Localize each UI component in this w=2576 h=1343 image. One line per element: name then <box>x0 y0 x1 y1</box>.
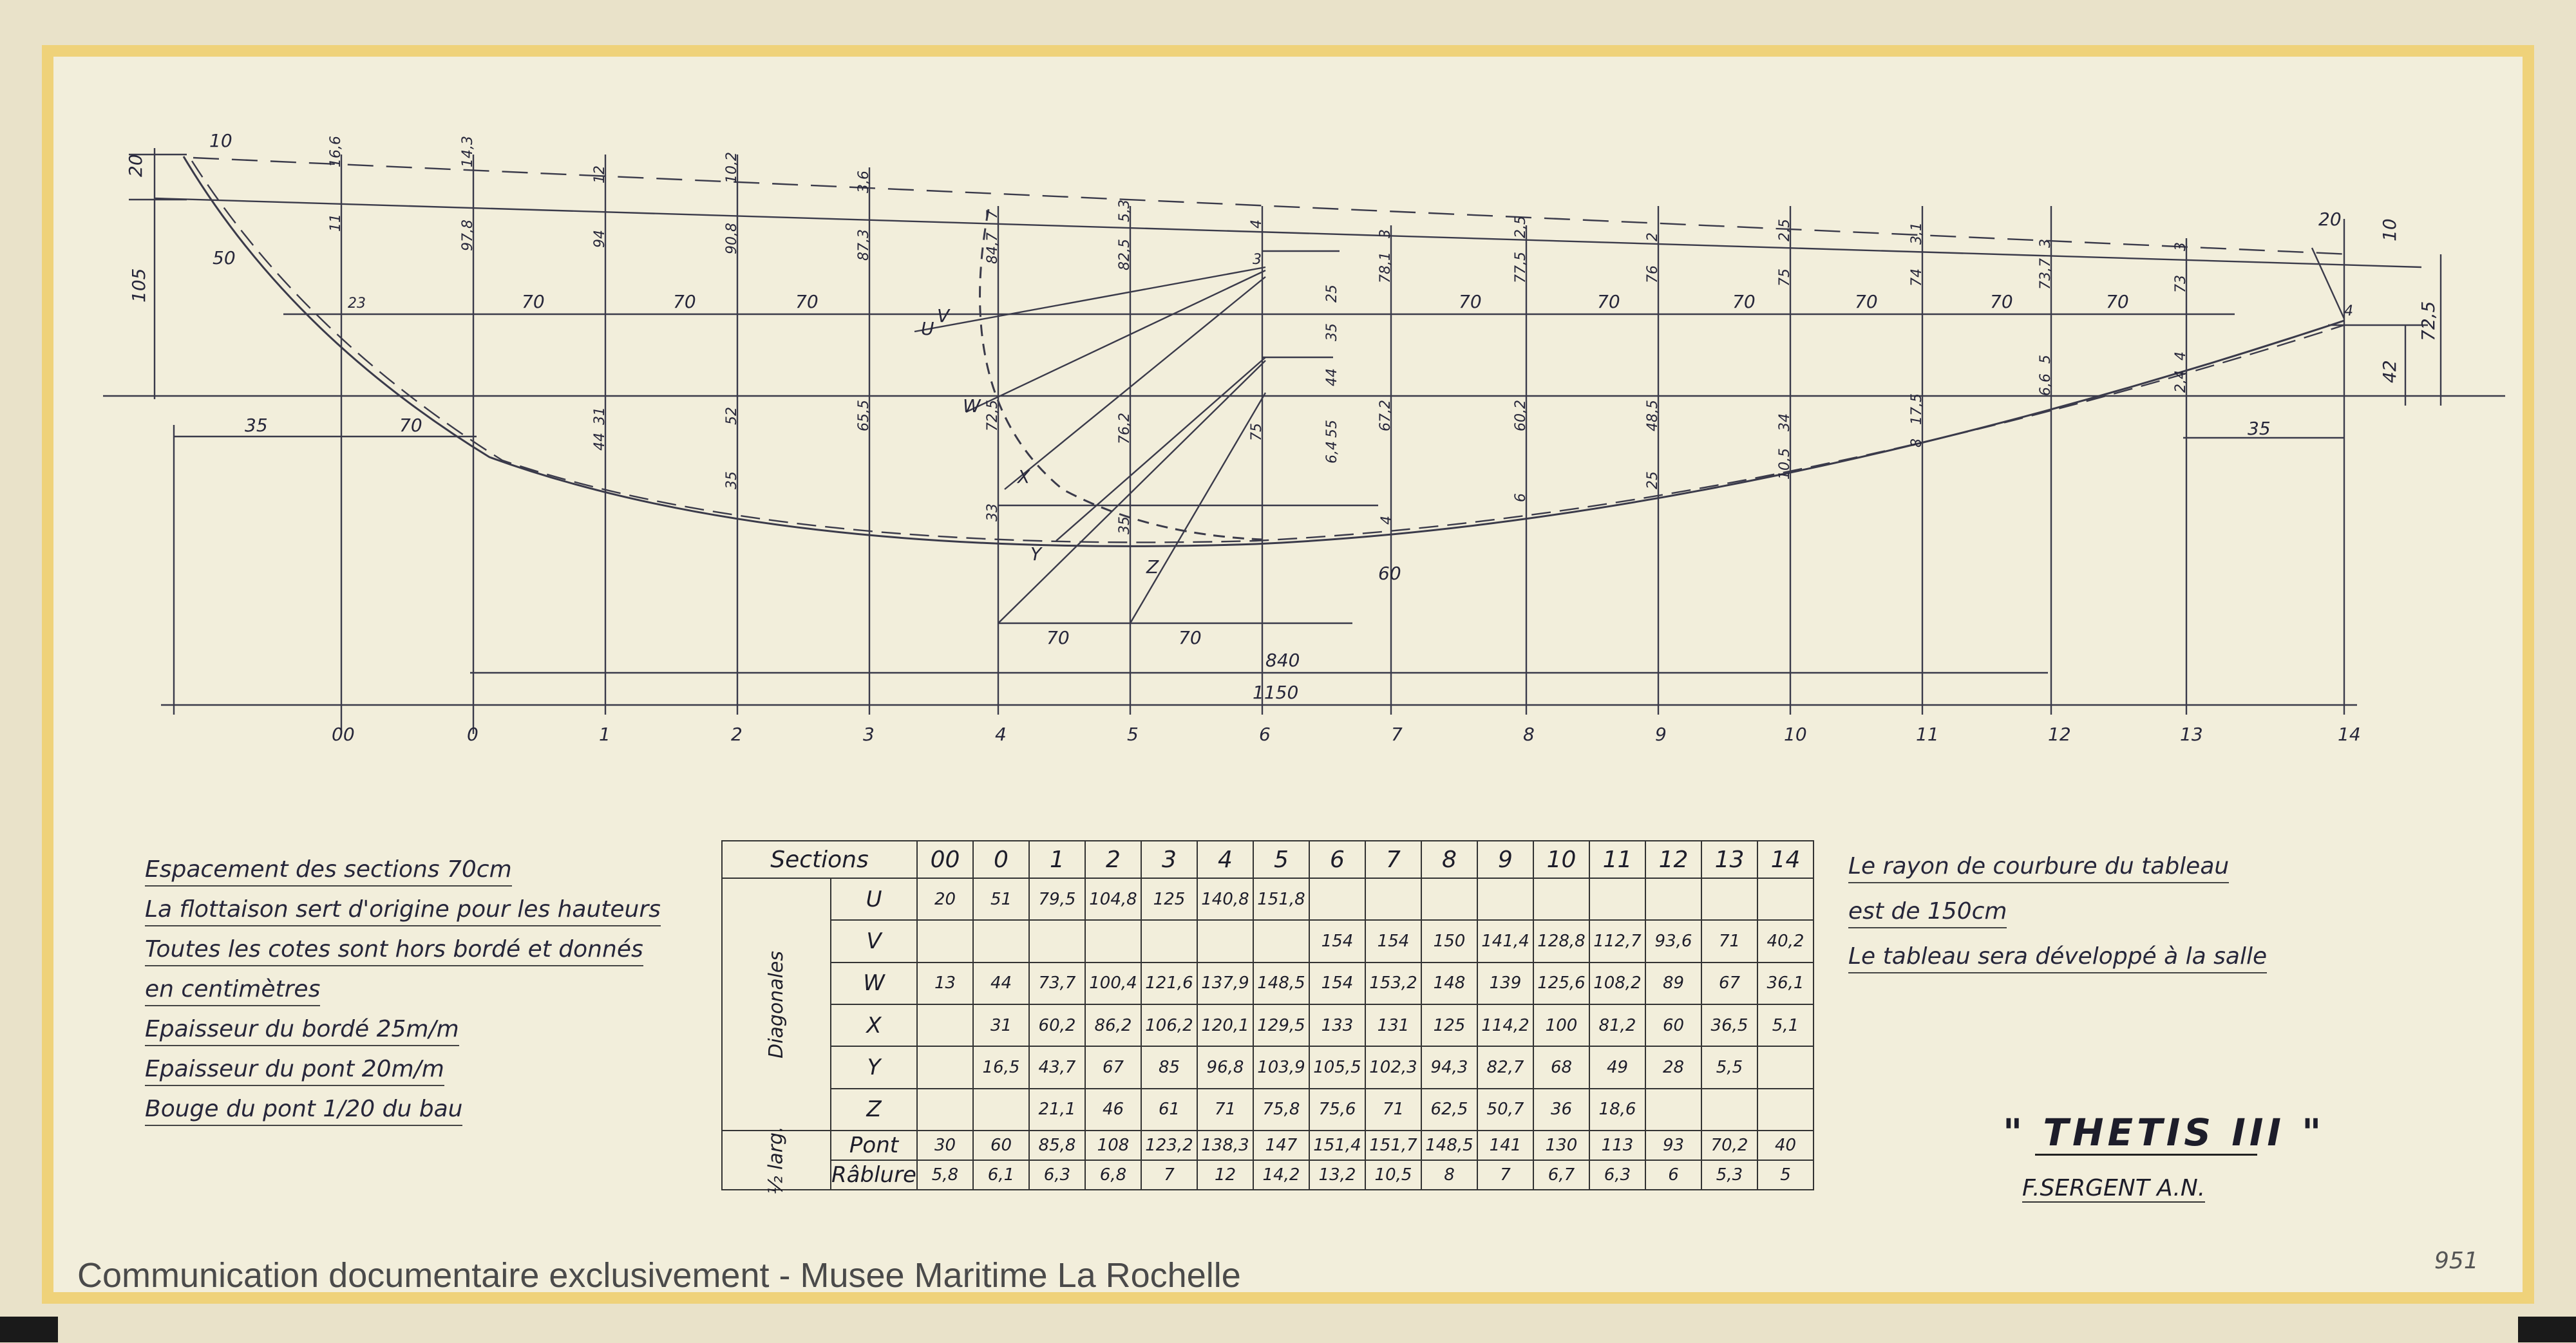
section-column: 10 <box>1533 841 1589 878</box>
offset-label: 12 <box>592 165 608 183</box>
diagonal-label-y: Y <box>1030 543 1042 565</box>
table-cell: 36,1 <box>1757 963 1814 1004</box>
table-cell <box>917 1046 973 1088</box>
table-cell: 6 <box>1645 1160 1701 1190</box>
author-signature: F.SERGENT A.N. <box>2022 1175 2206 1201</box>
offset-label: 87,3 <box>856 229 872 261</box>
table-cell: 44 <box>973 963 1029 1004</box>
table-cell: 148,5 <box>1421 1131 1477 1160</box>
table-cell: 70,2 <box>1701 1131 1757 1160</box>
section-column: 5 <box>1253 841 1309 878</box>
table-cell: 21,1 <box>1029 1089 1085 1131</box>
table-cell: 14,2 <box>1253 1160 1309 1190</box>
table-cell: 141,4 <box>1477 920 1533 962</box>
table-cell: 50,7 <box>1477 1089 1533 1131</box>
table-cell: 6,7 <box>1533 1160 1589 1190</box>
note-line: Epaisseur du bordé 25m/m <box>145 1016 459 1046</box>
offset-label: 94 <box>592 230 608 248</box>
table-cell: 94,3 <box>1421 1046 1477 1088</box>
station-label: 6 <box>1259 724 1271 745</box>
offset-label: 11 <box>328 214 344 232</box>
dim-105: 105 <box>128 268 149 303</box>
table-cell: 31 <box>973 1004 1029 1046</box>
table-cell: 5,8 <box>917 1160 973 1190</box>
table-cell <box>917 1089 973 1131</box>
row-label: Pont <box>831 1131 917 1160</box>
table-cell: 151,8 <box>1253 878 1309 920</box>
station-label: 2 <box>731 724 743 745</box>
table-cell: 28 <box>1645 1046 1701 1088</box>
title-underline <box>2035 1154 2257 1156</box>
table-cell: 36 <box>1533 1089 1589 1131</box>
offset-label: 35 <box>724 471 740 489</box>
table-cell: 40 <box>1757 1131 1814 1160</box>
station-label: 14 <box>2338 724 2361 745</box>
table-cell: 13 <box>917 963 973 1004</box>
diagonal-label-u: U <box>921 318 934 339</box>
offset-label: 4 <box>2173 352 2189 361</box>
offset-label: 25 <box>1324 285 1340 303</box>
offset-label: 90,8 <box>724 223 740 254</box>
table-cell: 40,2 <box>1757 920 1814 962</box>
table-cell: 60,2 <box>1029 1004 1085 1046</box>
table-cell: 82,7 <box>1477 1046 1533 1088</box>
offsets-table <box>721 840 1814 1195</box>
station-label: 5 <box>1127 724 1139 745</box>
offset-label: 8 <box>1909 438 1925 447</box>
note-line: Espacement des sections 70cm <box>145 856 512 887</box>
table-cell: 151,7 <box>1365 1131 1421 1160</box>
station-label: 12 <box>2048 724 2071 745</box>
offset-label: 44 <box>1324 368 1340 386</box>
offset-label: 2,5 <box>1777 219 1793 241</box>
table-cell: 68 <box>1533 1046 1589 1088</box>
dim-partial: 840 <box>1265 650 1300 671</box>
table-cell: 100,4 <box>1085 963 1141 1004</box>
note-line: Epaisseur du pont 20m/m <box>145 1056 444 1086</box>
row-label: Râblure <box>831 1160 917 1190</box>
offset-label: 10,2 <box>724 152 740 183</box>
table-cell: 75,6 <box>1309 1089 1365 1131</box>
binder-clip-icon <box>2518 1317 2576 1342</box>
note-line: est de 150cm <box>1848 898 2007 928</box>
offset-label: 3 <box>1378 229 1394 238</box>
table-cell: 62,5 <box>1421 1089 1477 1131</box>
dim-spacing: 70 <box>1179 627 1202 648</box>
table-cell: 102,3 <box>1365 1046 1421 1088</box>
offset-label: 44 <box>592 433 608 451</box>
table-cell <box>1645 878 1701 920</box>
table-row <box>722 920 1814 962</box>
table-cell <box>1141 920 1197 962</box>
table-cell: 154 <box>1309 920 1365 962</box>
table-cell: 100 <box>1533 1004 1589 1046</box>
diagonal-label-w: W <box>963 395 981 417</box>
table-cell <box>1589 878 1645 920</box>
section-column: 1 <box>1029 841 1085 878</box>
table-cell: 123,2 <box>1141 1131 1197 1160</box>
offset-label: 52 <box>724 407 740 425</box>
section-column: 7 <box>1365 841 1421 878</box>
station-label: 11 <box>1916 724 1939 745</box>
table-cell: 106,2 <box>1141 1004 1197 1046</box>
table-cell: 61 <box>1141 1089 1197 1131</box>
dim-20-right: 20 <box>2318 209 2342 230</box>
table-cell: 36,5 <box>1701 1004 1757 1046</box>
offset-label: 6 <box>1513 493 1529 502</box>
table-row <box>722 878 1814 920</box>
offset-label: 31 <box>592 407 608 425</box>
diagonal-label-z: Z <box>1146 556 1159 578</box>
offset-label: 6,6 <box>2038 373 2054 396</box>
table-cell: 49 <box>1589 1046 1645 1088</box>
table-cell: 148,5 <box>1253 963 1309 1004</box>
table-cell <box>1757 1089 1814 1131</box>
table-cell: 73,7 <box>1029 963 1085 1004</box>
dim-spacing: 70 <box>2106 291 2129 312</box>
table-cell: 13,2 <box>1309 1160 1365 1190</box>
offset-label: 97,8 <box>460 220 476 251</box>
dim-50: 50 <box>213 247 236 268</box>
offset-label: 48,5 <box>1645 400 1661 431</box>
offset-label: 67,2 <box>1378 400 1394 431</box>
note-line: Toutes les cotes sont hors bordé et donnés <box>145 936 643 966</box>
row-label: V <box>831 920 917 962</box>
offset-label: 23 <box>348 296 366 312</box>
offset-label: 35 <box>1117 516 1133 534</box>
dim-spacing: 70 <box>795 291 819 312</box>
dim-35-right: 35 <box>2248 418 2271 439</box>
offset-label: 3 <box>1253 252 1262 268</box>
table-cell: 154 <box>1309 963 1365 1004</box>
table-cell: 93 <box>1645 1131 1701 1160</box>
station-label: 10 <box>1784 724 1807 745</box>
offset-label: 25 <box>1645 471 1661 489</box>
offset-label: 5 <box>2038 355 2054 364</box>
offset-label: 3,1 <box>1909 222 1925 245</box>
station-label: 00 <box>332 724 355 745</box>
table-cell <box>1757 878 1814 920</box>
station-label: 13 <box>2180 724 2203 745</box>
dim-35-left: 35 <box>245 415 268 436</box>
table-cell: 12 <box>1197 1160 1253 1190</box>
dim-spacing: 70 <box>399 415 422 436</box>
table-cell: 79,5 <box>1029 878 1085 920</box>
section-column: 14 <box>1757 841 1814 878</box>
table-cell: 71 <box>1701 920 1757 962</box>
offset-label: 4 <box>1249 220 1265 229</box>
table-cell: 103,9 <box>1253 1046 1309 1088</box>
section-column: 00 <box>917 841 973 878</box>
table-cell: 20 <box>917 878 973 920</box>
offset-label: 2,4 <box>2173 370 2189 393</box>
table-cell: 7 <box>1141 1160 1197 1190</box>
offset-label: 76 <box>1645 265 1661 283</box>
offset-label: 78,1 <box>1378 252 1394 283</box>
sections-header: Sections <box>722 841 917 878</box>
table-cell: 137,9 <box>1197 963 1253 1004</box>
table-cell: 67 <box>1701 963 1757 1004</box>
row-label: Y <box>831 1046 917 1088</box>
row-label: Z <box>831 1089 917 1131</box>
offset-label: 3 <box>2038 239 2054 248</box>
station-label: 7 <box>1391 724 1403 745</box>
offset-label: 4 <box>1379 516 1395 525</box>
station-label: 4 <box>995 724 1007 745</box>
table-cell: 71 <box>1197 1089 1253 1131</box>
dim-spacing: 70 <box>522 291 545 312</box>
table-cell: 5,3 <box>1701 1160 1757 1190</box>
table-cell: 93,6 <box>1645 920 1701 962</box>
table-cell: 86,2 <box>1085 1004 1141 1046</box>
station-label: 8 <box>1523 724 1535 745</box>
table-cell: 151,4 <box>1309 1131 1365 1160</box>
table-cell: 46 <box>1085 1089 1141 1131</box>
table-cell: 43,7 <box>1029 1046 1085 1088</box>
offset-label: 72,5 <box>985 400 1001 431</box>
table-header-row <box>722 841 1814 878</box>
dim-spacing: 70 <box>1855 291 1878 312</box>
station-label: 3 <box>863 724 875 745</box>
table-cell <box>1477 878 1533 920</box>
table-cell <box>917 920 973 962</box>
table-cell: 114,2 <box>1477 1004 1533 1046</box>
dim-42: 42 <box>2379 360 2400 383</box>
section-column: 6 <box>1309 841 1365 878</box>
half-width-label-cell <box>722 1125 831 1195</box>
table-cell <box>1365 878 1421 920</box>
table-cell: 108 <box>1085 1131 1141 1160</box>
table-cell: 125,6 <box>1533 963 1589 1004</box>
dim-spacing: 70 <box>1459 291 1482 312</box>
table-cell <box>1645 1089 1701 1131</box>
table-cell: 96,8 <box>1197 1046 1253 1088</box>
offset-label: 6,4 <box>1324 441 1340 464</box>
note-line: en centimètres <box>145 976 320 1006</box>
dim-10-right: 10 <box>2379 218 2400 241</box>
note-line: Le rayon de courbure du tableau <box>1848 853 2229 883</box>
table-cell: 150 <box>1421 920 1477 962</box>
offset-label: 4 <box>2344 303 2353 319</box>
section-column: 11 <box>1589 841 1645 878</box>
table-cell: 60 <box>1645 1004 1701 1046</box>
section-column: 12 <box>1645 841 1701 878</box>
museum-credit: Communication documentaire exclusivement - Musee Maritime La Rochelle <box>77 1256 1241 1295</box>
table-cell: 6,1 <box>973 1160 1029 1190</box>
table-cell: 125 <box>1421 1004 1477 1046</box>
table-cell: 129,5 <box>1253 1004 1309 1046</box>
section-column: 3 <box>1141 841 1197 878</box>
note-line: Bouge du pont 1/20 du bau <box>145 1096 462 1126</box>
table-cell: 120,1 <box>1197 1004 1253 1046</box>
dim-spacing: 70 <box>1046 627 1070 648</box>
offset-label: 77,5 <box>1513 252 1529 283</box>
table-cell <box>973 920 1029 962</box>
table-cell: 8 <box>1421 1160 1477 1190</box>
table-cell: 51 <box>973 878 1029 920</box>
table-cell <box>1701 878 1757 920</box>
table-cell: 30 <box>917 1131 973 1160</box>
table-cell: 5,5 <box>1701 1046 1757 1088</box>
table-cell: 67 <box>1085 1046 1141 1088</box>
table-cell <box>1421 878 1477 920</box>
table-cell: 104,8 <box>1085 878 1141 920</box>
table-cell: 154 <box>1365 920 1421 962</box>
offset-label: 17,5 <box>1909 393 1925 425</box>
right-notes <box>1848 853 2267 988</box>
note-line: Le tableau sera développé à la salle <box>1848 943 2267 973</box>
section-column: 9 <box>1477 841 1533 878</box>
offset-label: 76,2 <box>1117 413 1133 444</box>
offset-label: 2 <box>1645 232 1661 241</box>
half-width-label: ½ larg. <box>765 1125 788 1195</box>
section-column: 13 <box>1701 841 1757 878</box>
offset-label: 3,6 <box>856 171 872 193</box>
row-label: W <box>831 963 917 1004</box>
table-cell: 105,5 <box>1309 1046 1365 1088</box>
offset-label: 16,6 <box>328 136 344 167</box>
offset-label: 82,5 <box>1117 239 1133 270</box>
offset-label: 60,2 <box>1513 400 1529 431</box>
table-cell: 147 <box>1253 1131 1309 1160</box>
table-cell: 133 <box>1309 1004 1365 1046</box>
table-cell: 75,8 <box>1253 1089 1309 1131</box>
table-cell: 85 <box>1141 1046 1197 1088</box>
table-cell: 85,8 <box>1029 1131 1085 1160</box>
dim-overall: 1150 <box>1253 682 1299 703</box>
table-cell: 10,5 <box>1365 1160 1421 1190</box>
offset-label: 34 <box>1777 413 1793 431</box>
table-cell: 89 <box>1645 963 1701 1004</box>
offset-label: 74 <box>1909 268 1925 286</box>
table-cell <box>1029 920 1085 962</box>
offset-label: 73 <box>2173 275 2189 293</box>
table-cell: 71 <box>1365 1089 1421 1131</box>
table-cell <box>1533 878 1589 920</box>
table-cell: 131 <box>1365 1004 1421 1046</box>
table-cell: 16,5 <box>973 1046 1029 1088</box>
section-column: 2 <box>1085 841 1141 878</box>
offset-label: 75 <box>1777 268 1793 286</box>
table-cell <box>1757 1046 1814 1088</box>
table-cell: 18,6 <box>1589 1089 1645 1131</box>
offset-label: 75 <box>1249 423 1265 441</box>
table-cell: 128,8 <box>1533 920 1589 962</box>
table-cell: 6,3 <box>1029 1160 1085 1190</box>
table-cell: 5 <box>1757 1160 1814 1190</box>
station-label: 9 <box>1655 724 1667 745</box>
dim-spacing: 70 <box>1597 291 1620 312</box>
binder-clip-icon <box>0 1317 58 1342</box>
table-cell: 113 <box>1589 1131 1645 1160</box>
table-row <box>722 1004 1814 1046</box>
dim-20-left: 20 <box>125 154 146 177</box>
table-row <box>722 1046 1814 1088</box>
table-row <box>722 1089 1814 1131</box>
table-cell: 108,2 <box>1589 963 1645 1004</box>
dim-spacing: 70 <box>1990 291 2013 312</box>
table-cell: 5,1 <box>1757 1004 1814 1046</box>
table-cell <box>917 1004 973 1046</box>
left-notes <box>145 856 661 1136</box>
table-cell: 60 <box>973 1131 1029 1160</box>
table-row <box>722 1131 1814 1160</box>
diagonales-label: Diagonales <box>765 950 788 1058</box>
table-cell: 148 <box>1421 963 1477 1004</box>
section-column: 0 <box>973 841 1029 878</box>
offset-label: 73,7 <box>2038 258 2054 290</box>
offset-label: 2,5 <box>1513 216 1529 238</box>
offset-label: 55 <box>1324 420 1340 438</box>
row-label: U <box>831 878 917 920</box>
offset-label: 35 <box>1324 323 1340 341</box>
offset-label: 10,5 <box>1777 448 1793 480</box>
row-label: X <box>831 1004 917 1046</box>
table-row <box>722 963 1814 1004</box>
dim-72-5: 72,5 <box>2418 301 2439 341</box>
offset-label: 33 <box>985 503 1001 521</box>
offset-label: 14,3 <box>460 136 476 167</box>
table-cell: 130 <box>1533 1131 1589 1160</box>
dim-60: 60 <box>1378 563 1401 584</box>
table-cell: 138,3 <box>1197 1131 1253 1160</box>
offset-label: 7 <box>985 210 1001 219</box>
table-cell <box>1085 920 1141 962</box>
dim-spacing: 70 <box>1732 291 1756 312</box>
note-line: La flottaison sert d'origine pour les hauteurs <box>145 896 661 926</box>
station-label: 0 <box>467 724 478 745</box>
table-cell <box>1253 920 1309 962</box>
table-cell: 139 <box>1477 963 1533 1004</box>
dim-spacing: 70 <box>673 291 696 312</box>
offset-label: 84,7 <box>985 232 1001 264</box>
station-label: 1 <box>599 724 611 745</box>
plan-title: " THETIS III " <box>2003 1111 2325 1154</box>
table-cell: 141 <box>1477 1131 1533 1160</box>
plate-number: 951 <box>2434 1248 2479 1274</box>
table-cell: 153,2 <box>1365 963 1421 1004</box>
diagonal-label-x: X <box>1018 466 1030 487</box>
table-row <box>722 1160 1814 1190</box>
diagonales-label-cell <box>722 878 831 1131</box>
table-cell <box>1701 1089 1757 1131</box>
section-column: 8 <box>1421 841 1477 878</box>
table-cell: 140,8 <box>1197 878 1253 920</box>
table-cell: 125 <box>1141 878 1197 920</box>
table-cell: 121,6 <box>1141 963 1197 1004</box>
table-cell: 6,3 <box>1589 1160 1645 1190</box>
table-cell <box>1309 878 1365 920</box>
section-column: 4 <box>1197 841 1253 878</box>
dim-10-left: 10 <box>209 130 232 151</box>
table-cell: 7 <box>1477 1160 1533 1190</box>
table-cell <box>1197 920 1253 962</box>
table-cell: 6,8 <box>1085 1160 1141 1190</box>
offset-label: 3 <box>2173 242 2189 251</box>
table-cell: 81,2 <box>1589 1004 1645 1046</box>
table-cell: 112,7 <box>1589 920 1645 962</box>
table-cell <box>973 1089 1029 1131</box>
offset-label: 65,5 <box>856 400 872 431</box>
offset-label: 5,3 <box>1117 200 1133 222</box>
diagonal-label-v: V <box>937 305 950 326</box>
